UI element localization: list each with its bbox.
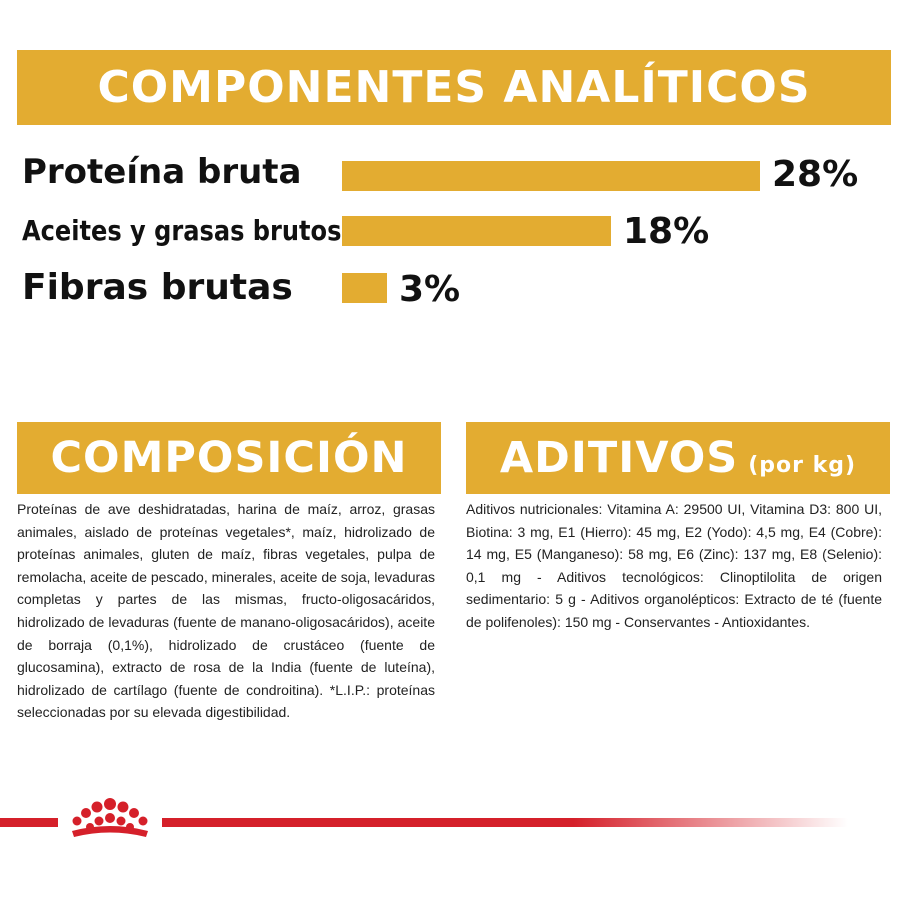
additives-text: Aditivos nutricionales: Vitamina A: 29500 UI, Vitamina D3: 800 UI, Biotina: 3 mg, E1 (Hierro): 45 mg, E2 (Yodo): 4,5 mg, E4 (Cobre): 14 mg, E5 (Manganeso): 58 mg, E6 (Zinc): 137 mg, E8 (Selenio): 0,1 mg - Aditivos tecnológicos: Clinoptilolita de origen sedimentario: 5 g - Aditivos organolépticos: Extracto de té (fuente de polifenoles): 150 mg - Conservantes - Antioxidantes. xyxy=(466,501,882,630)
nutrient-bar-fiber xyxy=(342,273,387,303)
nutrient-label-fat: Aceites y grasas brutos xyxy=(22,214,342,247)
composition-text: Proteínas de ave deshidratadas, harina de maíz, arroz, grasas animales, aislado de proteínas vegetales*, maíz, hidrolizado de proteínas animales, gluten de maíz, fibras vegetales, pulpa de remolacha, aceite de pescado, minerales, aceite de soja, levaduras completas y partes de las mismas, fructo-oligosacáridos, hidrolizado de levaduras (fuente de manano-oligosacáridos), aceite de borraja (0,1%), hidrolizado de crustáceo (fuente de glucosamina), extracto de rosa de la India (fuente de luteína), hidrolizado de cartílago (fuente de condroitina). *L.I.P.: proteínas seleccionadas por su elevada digestibilidad. xyxy=(17,501,435,721)
footer-divider-left xyxy=(0,818,58,827)
nutrient-label-protein: Proteína bruta xyxy=(22,152,302,192)
composition-title: COMPOSICIÓN xyxy=(50,433,408,483)
nutrient-value-fat: 18% xyxy=(623,211,710,252)
footer-divider-right xyxy=(162,818,848,827)
additives-title: ADITIVOS xyxy=(499,433,739,483)
nutrient-bar-fat xyxy=(342,216,611,246)
royal-canin-crown-icon xyxy=(62,797,158,843)
analytic-components-banner xyxy=(17,50,891,125)
composition-banner xyxy=(17,422,441,494)
nutrient-value-protein: 28% xyxy=(772,154,859,195)
additives-banner xyxy=(466,422,890,494)
additives-subtitle: (por kg) xyxy=(748,452,857,478)
nutrient-label-fiber: Fibras brutas xyxy=(22,267,293,308)
nutrient-value-fiber: 3% xyxy=(399,269,461,310)
analytic-components-title: COMPONENTES ANALÍTICOS xyxy=(97,62,811,113)
nutrient-bar-protein xyxy=(342,161,760,191)
